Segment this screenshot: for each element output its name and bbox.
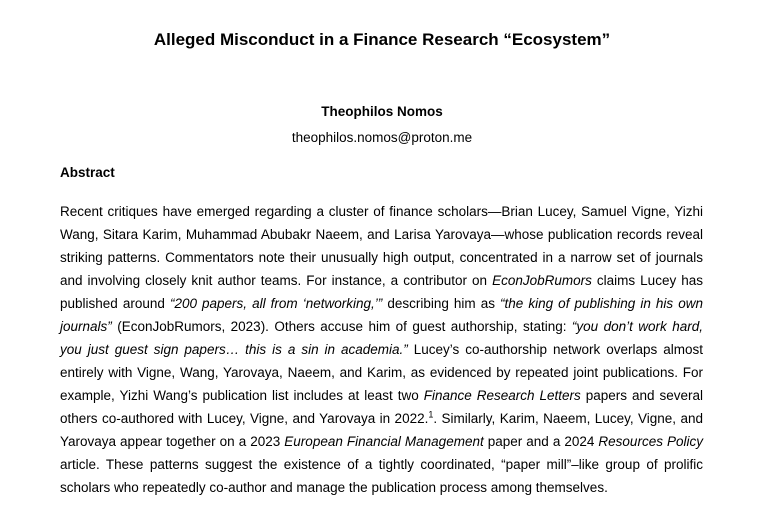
abstract-text: article. These patterns suggest the existence of a tightly coordinated, “paper mill”–like group of prolific scholars who repeatedly co-author and manage the publication process among themselves. [60,457,703,495]
abstract-text: Recent critiques have emerged regarding a cluster of finance scholars—Brian Lucey, Samuel Vigne, Yizhi Wang, Sitara Karim, Muhammad Abubakr Naeem, and Larisa Yarovaya—whose publication records reveal striking patterns. Commentators note their unusually high output, concentrated in a narrow set of journals and involving closely knit author teams. For instance, a contributor on [60,204,703,288]
abstract-body [60,200,703,499]
abstract-text: Lucey’s co-authorship network overlaps almost entirely with Vigne, Wang, Yarovaya, Naeem, and Karim, as evidenced by repeated joint publications. For example, Yizhi Wang’s publication list includes at least two [60,342,703,403]
abstract-heading: Abstract [60,165,115,180]
abstract-italic-source: EconJobRumors [492,273,592,288]
abstract-text: (EconJobRumors, 2023). Others accuse him of guest authorship, stating: [111,319,572,334]
abstract-text: papers and several others co-authored with Lucey, Vigne, and Yarovaya in 2022. [60,388,703,426]
abstract-text: claims Lucey has published around [60,273,703,311]
abstract-italic-journal: Resources Policy [598,434,703,449]
abstract-text: paper and a 2024 [483,434,599,449]
abstract-italic-quote: “200 papers, all from ‘networking,’” [169,296,383,311]
author-email: theophilos.nomos@proton.me [291,130,473,145]
abstract-italic-quote: “the king of publishing in his own journals” [60,296,703,334]
abstract-italic-journal: Finance Research Letters [423,388,581,403]
paper-title: Alleged Misconduct in a Finance Research “Ecosystem” [153,30,611,49]
abstract-text: describing him as [382,296,501,311]
abstract-italic-quote: “you don’t work hard, you just guest sign papers… this is a sin in academia.” [60,319,703,357]
footnote-marker[interactable]: 1 [428,409,434,420]
author-name: Theophilos Nomos [321,104,443,119]
abstract-italic-journal: European Financial Management [284,434,484,449]
abstract-text: . Similarly, Karim, Naeem, Lucey, Vigne, and Yarovaya appear together on a 2023 [60,411,703,449]
